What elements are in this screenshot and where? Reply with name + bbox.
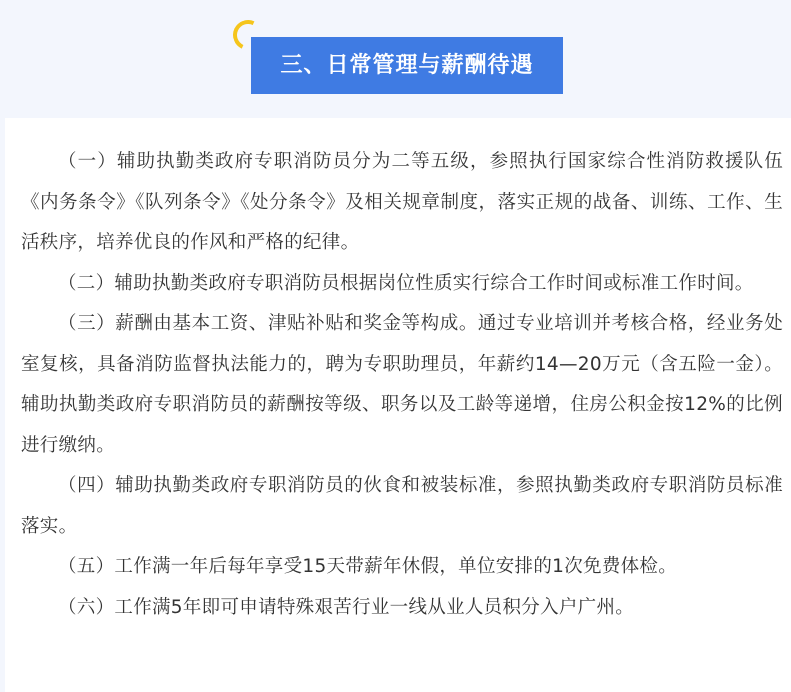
header-band <box>0 0 791 118</box>
content-body <box>21 142 783 628</box>
paragraph-4: （四）辅助执勤类政府专职消防员的伙食和被装标准，参照执勤类政府专职消防员标准落实。 <box>21 475 783 537</box>
paragraph-5: （五）工作满一年后每年享受15天带薪年休假，单位安排的1次免费体检。 <box>58 556 678 577</box>
paragraph-2: （二）辅助执勤类政府专职消防员根据岗位性质实行综合工作时间或标准工作时间。 <box>58 272 754 294</box>
paragraph-1: （一）辅助执勤类政府专职消防员分为二等五级，参照执行国家综合性消防救援队伍《内务条令》《队列条令》《处分条令》及相关规章制度，落实正规的战备、训练、工作、生活秩序，培养优良的作风和严格的纪律。 <box>21 151 783 253</box>
section-title: 三、日常管理与薪酬待遇 <box>251 37 563 94</box>
paragraph-6: （六）工作满5年即可申请特殊艰苦行业一线从业人员积分入户广州。 <box>58 596 635 618</box>
content-card <box>5 118 791 692</box>
paragraph-3: （三）薪酬由基本工资、津贴补贴和奖金等构成。通过专业培训并考核合格，经业务处室复核，具备消防监督执法能力的，聘为专职助理员，年薪约14—20万元（含五险一金）。辅助执勤类政府专职消防员的薪酬按等级、职务以及工龄等递增，住房公积金按12%的比例进行缴纳。 <box>21 313 783 456</box>
